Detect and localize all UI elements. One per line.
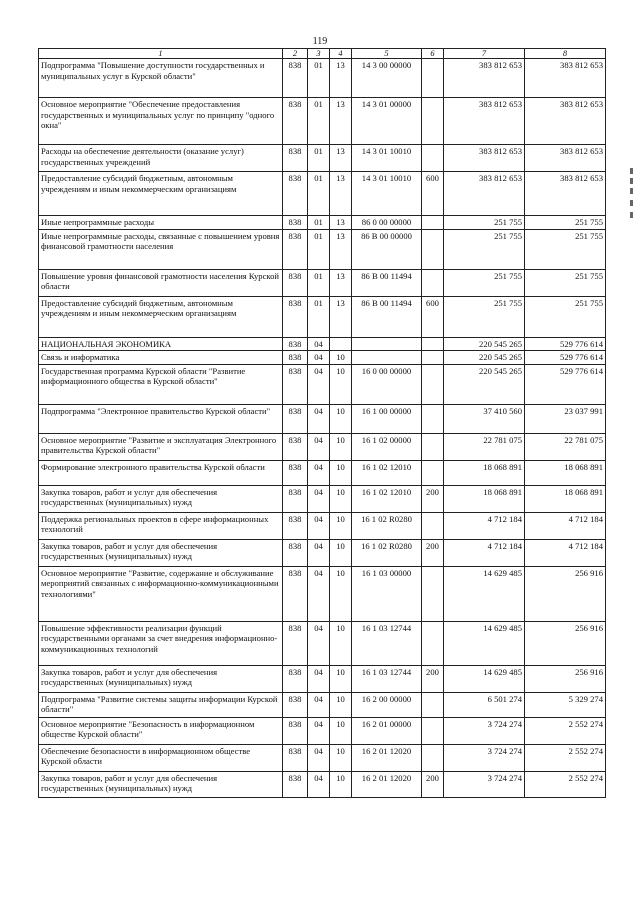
- column-header: 1: [39, 49, 283, 59]
- section-cell: 04: [308, 771, 330, 797]
- subsection-cell: 10: [330, 433, 352, 460]
- table-row: [39, 364, 606, 404]
- subsection-cell: 13: [330, 229, 352, 269]
- scan-edge-mark: [630, 168, 633, 174]
- row-name-cell: Предоставление субсидий бюджетным, автономным учреждениям и иным некоммерческим организациям: [39, 296, 283, 337]
- row-name-cell: Основное мероприятие "Безопасность в информационном обществе Курской области": [39, 717, 283, 744]
- row-name-cell: Закупка товаров, работ и услуг для обеспечения государственных (муниципальных) нужд: [39, 771, 283, 797]
- amount-year1-cell: 14 629 485: [444, 566, 525, 621]
- subsection-cell: 10: [330, 404, 352, 433]
- section-cell: 01: [308, 172, 330, 216]
- target-article-cell: 86 В 00 00000: [352, 229, 422, 269]
- target-article-cell: 16 2 01 12020: [352, 771, 422, 797]
- expense-type-cell: [422, 229, 444, 269]
- admin-code-cell: 838: [283, 59, 308, 98]
- row-name-cell: Основное мероприятие "Развитие, содержание и обслуживание мероприятий связанных с информационно-коммуникационными технологиями": [39, 566, 283, 621]
- section-cell: 04: [308, 337, 330, 351]
- row-name-cell: Подпрограмма "Повышение доступности государственных и муниципальных услуг в Курской области": [39, 59, 283, 98]
- budget-table: [38, 48, 606, 798]
- table-row: [39, 351, 606, 365]
- subsection-cell: 13: [330, 145, 352, 172]
- target-article-cell: 16 2 00 00000: [352, 692, 422, 717]
- table-row: [39, 229, 606, 269]
- amount-year1-cell: 251 755: [444, 269, 525, 296]
- section-cell: 01: [308, 59, 330, 98]
- section-cell: 04: [308, 566, 330, 621]
- row-name-cell: Закупка товаров, работ и услуг для обеспечения государственных (муниципальных) нужд: [39, 539, 283, 566]
- amount-year1-cell: 37 410 560: [444, 404, 525, 433]
- admin-code-cell: 838: [283, 145, 308, 172]
- admin-code-cell: 838: [283, 364, 308, 404]
- amount-year2-cell: 383 812 653: [525, 145, 606, 172]
- expense-type-cell: 200: [422, 771, 444, 797]
- amount-year1-cell: 18 068 891: [444, 485, 525, 512]
- scan-edge-mark: [630, 212, 633, 218]
- subsection-cell: 10: [330, 717, 352, 744]
- amount-year1-cell: 251 755: [444, 296, 525, 337]
- subsection-cell: 10: [330, 351, 352, 365]
- row-name-cell: Государственная программа Курской области "Развитие информационного общества в Курской области": [39, 364, 283, 404]
- row-name-cell: Повышение эффективности реализации функций государственными органами за счет внедрения информационно-коммуникационных технологий: [39, 621, 283, 665]
- expense-type-cell: [422, 512, 444, 539]
- subsection-cell: 13: [330, 172, 352, 216]
- table-row: [39, 717, 606, 744]
- table-row: [39, 269, 606, 296]
- admin-code-cell: 838: [283, 621, 308, 665]
- target-article-cell: 14 3 00 00000: [352, 59, 422, 98]
- target-article-cell: 16 1 03 12744: [352, 621, 422, 665]
- subsection-cell: 13: [330, 216, 352, 230]
- subsection-cell: 10: [330, 485, 352, 512]
- row-name-cell: Закупка товаров, работ и услуг для обеспечения государственных (муниципальных) нужд: [39, 485, 283, 512]
- target-article-cell: [352, 337, 422, 351]
- subsection-cell: [330, 337, 352, 351]
- amount-year2-cell: 383 812 653: [525, 98, 606, 145]
- target-article-cell: 16 0 00 00000: [352, 364, 422, 404]
- scan-edge-mark: [630, 178, 633, 184]
- admin-code-cell: 838: [283, 692, 308, 717]
- admin-code-cell: 838: [283, 665, 308, 692]
- amount-year1-cell: 251 755: [444, 216, 525, 230]
- table-row: [39, 512, 606, 539]
- expense-type-cell: [422, 269, 444, 296]
- amount-year2-cell: 256 916: [525, 566, 606, 621]
- subsection-cell: 10: [330, 512, 352, 539]
- amount-year1-cell: 4 712 184: [444, 512, 525, 539]
- subsection-cell: 10: [330, 621, 352, 665]
- subsection-cell: 10: [330, 460, 352, 485]
- subsection-cell: 10: [330, 771, 352, 797]
- target-article-cell: 16 1 02 00000: [352, 433, 422, 460]
- section-cell: 04: [308, 404, 330, 433]
- row-name-cell: Поддержка региональных проектов в сфере информационных технологий: [39, 512, 283, 539]
- amount-year2-cell: 529 776 614: [525, 337, 606, 351]
- amount-year1-cell: 14 629 485: [444, 665, 525, 692]
- admin-code-cell: 838: [283, 351, 308, 365]
- amount-year1-cell: 6 501 274: [444, 692, 525, 717]
- admin-code-cell: 838: [283, 433, 308, 460]
- table-row: [39, 337, 606, 351]
- amount-year2-cell: 22 781 075: [525, 433, 606, 460]
- expense-type-cell: [422, 621, 444, 665]
- amount-year2-cell: 18 068 891: [525, 460, 606, 485]
- subsection-cell: 13: [330, 59, 352, 98]
- amount-year2-cell: 529 776 614: [525, 351, 606, 365]
- admin-code-cell: 838: [283, 229, 308, 269]
- amount-year2-cell: 251 755: [525, 216, 606, 230]
- amount-year1-cell: 251 755: [444, 229, 525, 269]
- amount-year2-cell: 4 712 184: [525, 539, 606, 566]
- section-cell: 04: [308, 621, 330, 665]
- page-number: 119: [312, 36, 328, 47]
- amount-year1-cell: 220 545 265: [444, 337, 525, 351]
- target-article-cell: 16 1 03 00000: [352, 566, 422, 621]
- table-row: [39, 566, 606, 621]
- expense-type-cell: [422, 351, 444, 365]
- amount-year1-cell: 14 629 485: [444, 621, 525, 665]
- amount-year2-cell: 251 755: [525, 296, 606, 337]
- target-article-cell: 16 2 01 12020: [352, 744, 422, 771]
- target-article-cell: 14 3 01 10010: [352, 172, 422, 216]
- section-cell: 04: [308, 692, 330, 717]
- table-row: [39, 692, 606, 717]
- admin-code-cell: 838: [283, 512, 308, 539]
- expense-type-cell: [422, 692, 444, 717]
- column-header: 4: [330, 49, 352, 59]
- expense-type-cell: [422, 337, 444, 351]
- amount-year1-cell: 383 812 653: [444, 98, 525, 145]
- section-cell: 04: [308, 351, 330, 365]
- expense-type-cell: [422, 216, 444, 230]
- row-name-cell: Основное мероприятие "Развитие и эксплуатация Электронного правительства Курской области": [39, 433, 283, 460]
- row-name-cell: Закупка товаров, работ и услуг для обеспечения государственных (муниципальных) нужд: [39, 665, 283, 692]
- expense-type-cell: [422, 460, 444, 485]
- section-cell: 01: [308, 229, 330, 269]
- target-article-cell: 14 3 01 10010: [352, 145, 422, 172]
- subsection-cell: 10: [330, 692, 352, 717]
- target-article-cell: 16 1 03 12744: [352, 665, 422, 692]
- row-name-cell: Расходы на обеспечение деятельности (оказание услуг) государственных учреждений: [39, 145, 283, 172]
- subsection-cell: 13: [330, 98, 352, 145]
- section-cell: 01: [308, 296, 330, 337]
- table-header: [39, 49, 606, 59]
- expense-type-cell: 200: [422, 665, 444, 692]
- target-article-cell: 16 1 02 12010: [352, 460, 422, 485]
- column-header: 5: [352, 49, 422, 59]
- target-article-cell: 16 1 02 R0280: [352, 512, 422, 539]
- target-article-cell: 86 В 00 11494: [352, 296, 422, 337]
- row-name-cell: НАЦИОНАЛЬНАЯ ЭКОНОМИКА: [39, 337, 283, 351]
- row-name-cell: Иные непрограммные расходы: [39, 216, 283, 230]
- table-row: [39, 485, 606, 512]
- target-article-cell: 86 В 00 11494: [352, 269, 422, 296]
- subsection-cell: 10: [330, 665, 352, 692]
- amount-year2-cell: 18 068 891: [525, 485, 606, 512]
- section-cell: 04: [308, 460, 330, 485]
- column-header: 8: [525, 49, 606, 59]
- table-row: [39, 621, 606, 665]
- subsection-cell: 10: [330, 744, 352, 771]
- subsection-cell: 10: [330, 364, 352, 404]
- amount-year1-cell: 383 812 653: [444, 59, 525, 98]
- amount-year1-cell: 3 724 274: [444, 771, 525, 797]
- amount-year2-cell: 383 812 653: [525, 172, 606, 216]
- amount-year2-cell: 2 552 274: [525, 771, 606, 797]
- expense-type-cell: [422, 433, 444, 460]
- admin-code-cell: 838: [283, 460, 308, 485]
- admin-code-cell: 838: [283, 566, 308, 621]
- section-cell: 04: [308, 744, 330, 771]
- admin-code-cell: 838: [283, 296, 308, 337]
- amount-year1-cell: 383 812 653: [444, 172, 525, 216]
- table-row: [39, 98, 606, 145]
- subsection-cell: 13: [330, 296, 352, 337]
- subsection-cell: 10: [330, 566, 352, 621]
- admin-code-cell: 838: [283, 485, 308, 512]
- amount-year2-cell: 2 552 274: [525, 744, 606, 771]
- amount-year2-cell: 256 916: [525, 621, 606, 665]
- expense-type-cell: [422, 364, 444, 404]
- expense-type-cell: [422, 98, 444, 145]
- expense-type-cell: [422, 145, 444, 172]
- admin-code-cell: 838: [283, 269, 308, 296]
- table-row: [39, 744, 606, 771]
- scan-edge-mark: [630, 200, 633, 206]
- target-article-cell: 16 1 00 00000: [352, 404, 422, 433]
- row-name-cell: Связь и информатика: [39, 351, 283, 365]
- table-row: [39, 172, 606, 216]
- table-row: [39, 771, 606, 797]
- admin-code-cell: 838: [283, 337, 308, 351]
- section-cell: 04: [308, 512, 330, 539]
- expense-type-cell: 200: [422, 485, 444, 512]
- subsection-cell: 13: [330, 269, 352, 296]
- table-row: [39, 539, 606, 566]
- row-name-cell: Обеспечение безопасности в информационном обществе Курской области: [39, 744, 283, 771]
- table-body: [39, 59, 606, 798]
- expense-type-cell: [422, 717, 444, 744]
- amount-year1-cell: 18 068 891: [444, 460, 525, 485]
- admin-code-cell: 838: [283, 771, 308, 797]
- amount-year2-cell: 5 329 274: [525, 692, 606, 717]
- admin-code-cell: 838: [283, 98, 308, 145]
- admin-code-cell: 838: [283, 717, 308, 744]
- amount-year1-cell: 4 712 184: [444, 539, 525, 566]
- target-article-cell: 16 1 02 R0280: [352, 539, 422, 566]
- column-header: 2: [283, 49, 308, 59]
- table-row: [39, 59, 606, 98]
- row-name-cell: Иные непрограммные расходы, связанные с повышением уровня финансовой грамотности населения: [39, 229, 283, 269]
- table-row: [39, 145, 606, 172]
- section-cell: 04: [308, 665, 330, 692]
- amount-year1-cell: 220 545 265: [444, 364, 525, 404]
- amount-year1-cell: 22 781 075: [444, 433, 525, 460]
- section-cell: 01: [308, 98, 330, 145]
- amount-year1-cell: 3 724 274: [444, 744, 525, 771]
- row-name-cell: Формирование электронного правительства Курской области: [39, 460, 283, 485]
- row-name-cell: Подпрограмма "Развитие системы защиты информации Курской области": [39, 692, 283, 717]
- amount-year2-cell: 529 776 614: [525, 364, 606, 404]
- amount-year2-cell: 2 552 274: [525, 717, 606, 744]
- amount-year1-cell: 3 724 274: [444, 717, 525, 744]
- amount-year2-cell: 251 755: [525, 269, 606, 296]
- table-row: [39, 296, 606, 337]
- expense-type-cell: [422, 566, 444, 621]
- target-article-cell: 86 0 00 00000: [352, 216, 422, 230]
- admin-code-cell: 838: [283, 216, 308, 230]
- table-row: [39, 665, 606, 692]
- amount-year2-cell: 383 812 653: [525, 59, 606, 98]
- row-name-cell: Основное мероприятие "Обеспечение предоставления государственных и муниципальных услуг по принципу "одного окна": [39, 98, 283, 145]
- column-header: 7: [444, 49, 525, 59]
- section-cell: 04: [308, 433, 330, 460]
- expense-type-cell: 200: [422, 539, 444, 566]
- amount-year1-cell: 383 812 653: [444, 145, 525, 172]
- section-cell: 01: [308, 216, 330, 230]
- amount-year2-cell: 23 037 991: [525, 404, 606, 433]
- section-cell: 04: [308, 364, 330, 404]
- amount-year2-cell: 251 755: [525, 229, 606, 269]
- scan-edge-mark: [630, 188, 633, 194]
- admin-code-cell: 838: [283, 404, 308, 433]
- admin-code-cell: 838: [283, 172, 308, 216]
- amount-year1-cell: 220 545 265: [444, 351, 525, 365]
- row-name-cell: Повышение уровня финансовой грамотности населения Курской области: [39, 269, 283, 296]
- row-name-cell: Подпрограмма "Электронное правительство Курской области": [39, 404, 283, 433]
- expense-type-cell: [422, 59, 444, 98]
- column-header: 3: [308, 49, 330, 59]
- table-row: [39, 216, 606, 230]
- expense-type-cell: 600: [422, 296, 444, 337]
- section-cell: 04: [308, 717, 330, 744]
- section-cell: 04: [308, 485, 330, 512]
- table-row: [39, 433, 606, 460]
- target-article-cell: 14 3 01 00000: [352, 98, 422, 145]
- section-cell: 01: [308, 269, 330, 296]
- subsection-cell: 10: [330, 539, 352, 566]
- admin-code-cell: 838: [283, 744, 308, 771]
- target-article-cell: 16 2 01 00000: [352, 717, 422, 744]
- row-name-cell: Предоставление субсидий бюджетным, автономным учреждениям и иным некоммерческим организациям: [39, 172, 283, 216]
- table-row: [39, 404, 606, 433]
- admin-code-cell: 838: [283, 539, 308, 566]
- amount-year2-cell: 256 916: [525, 665, 606, 692]
- amount-year2-cell: 4 712 184: [525, 512, 606, 539]
- target-article-cell: [352, 351, 422, 365]
- column-header: 6: [422, 49, 444, 59]
- expense-type-cell: [422, 744, 444, 771]
- section-cell: 01: [308, 145, 330, 172]
- section-cell: 04: [308, 539, 330, 566]
- expense-type-cell: [422, 404, 444, 433]
- target-article-cell: 16 1 02 12010: [352, 485, 422, 512]
- table-row: [39, 460, 606, 485]
- expense-type-cell: 600: [422, 172, 444, 216]
